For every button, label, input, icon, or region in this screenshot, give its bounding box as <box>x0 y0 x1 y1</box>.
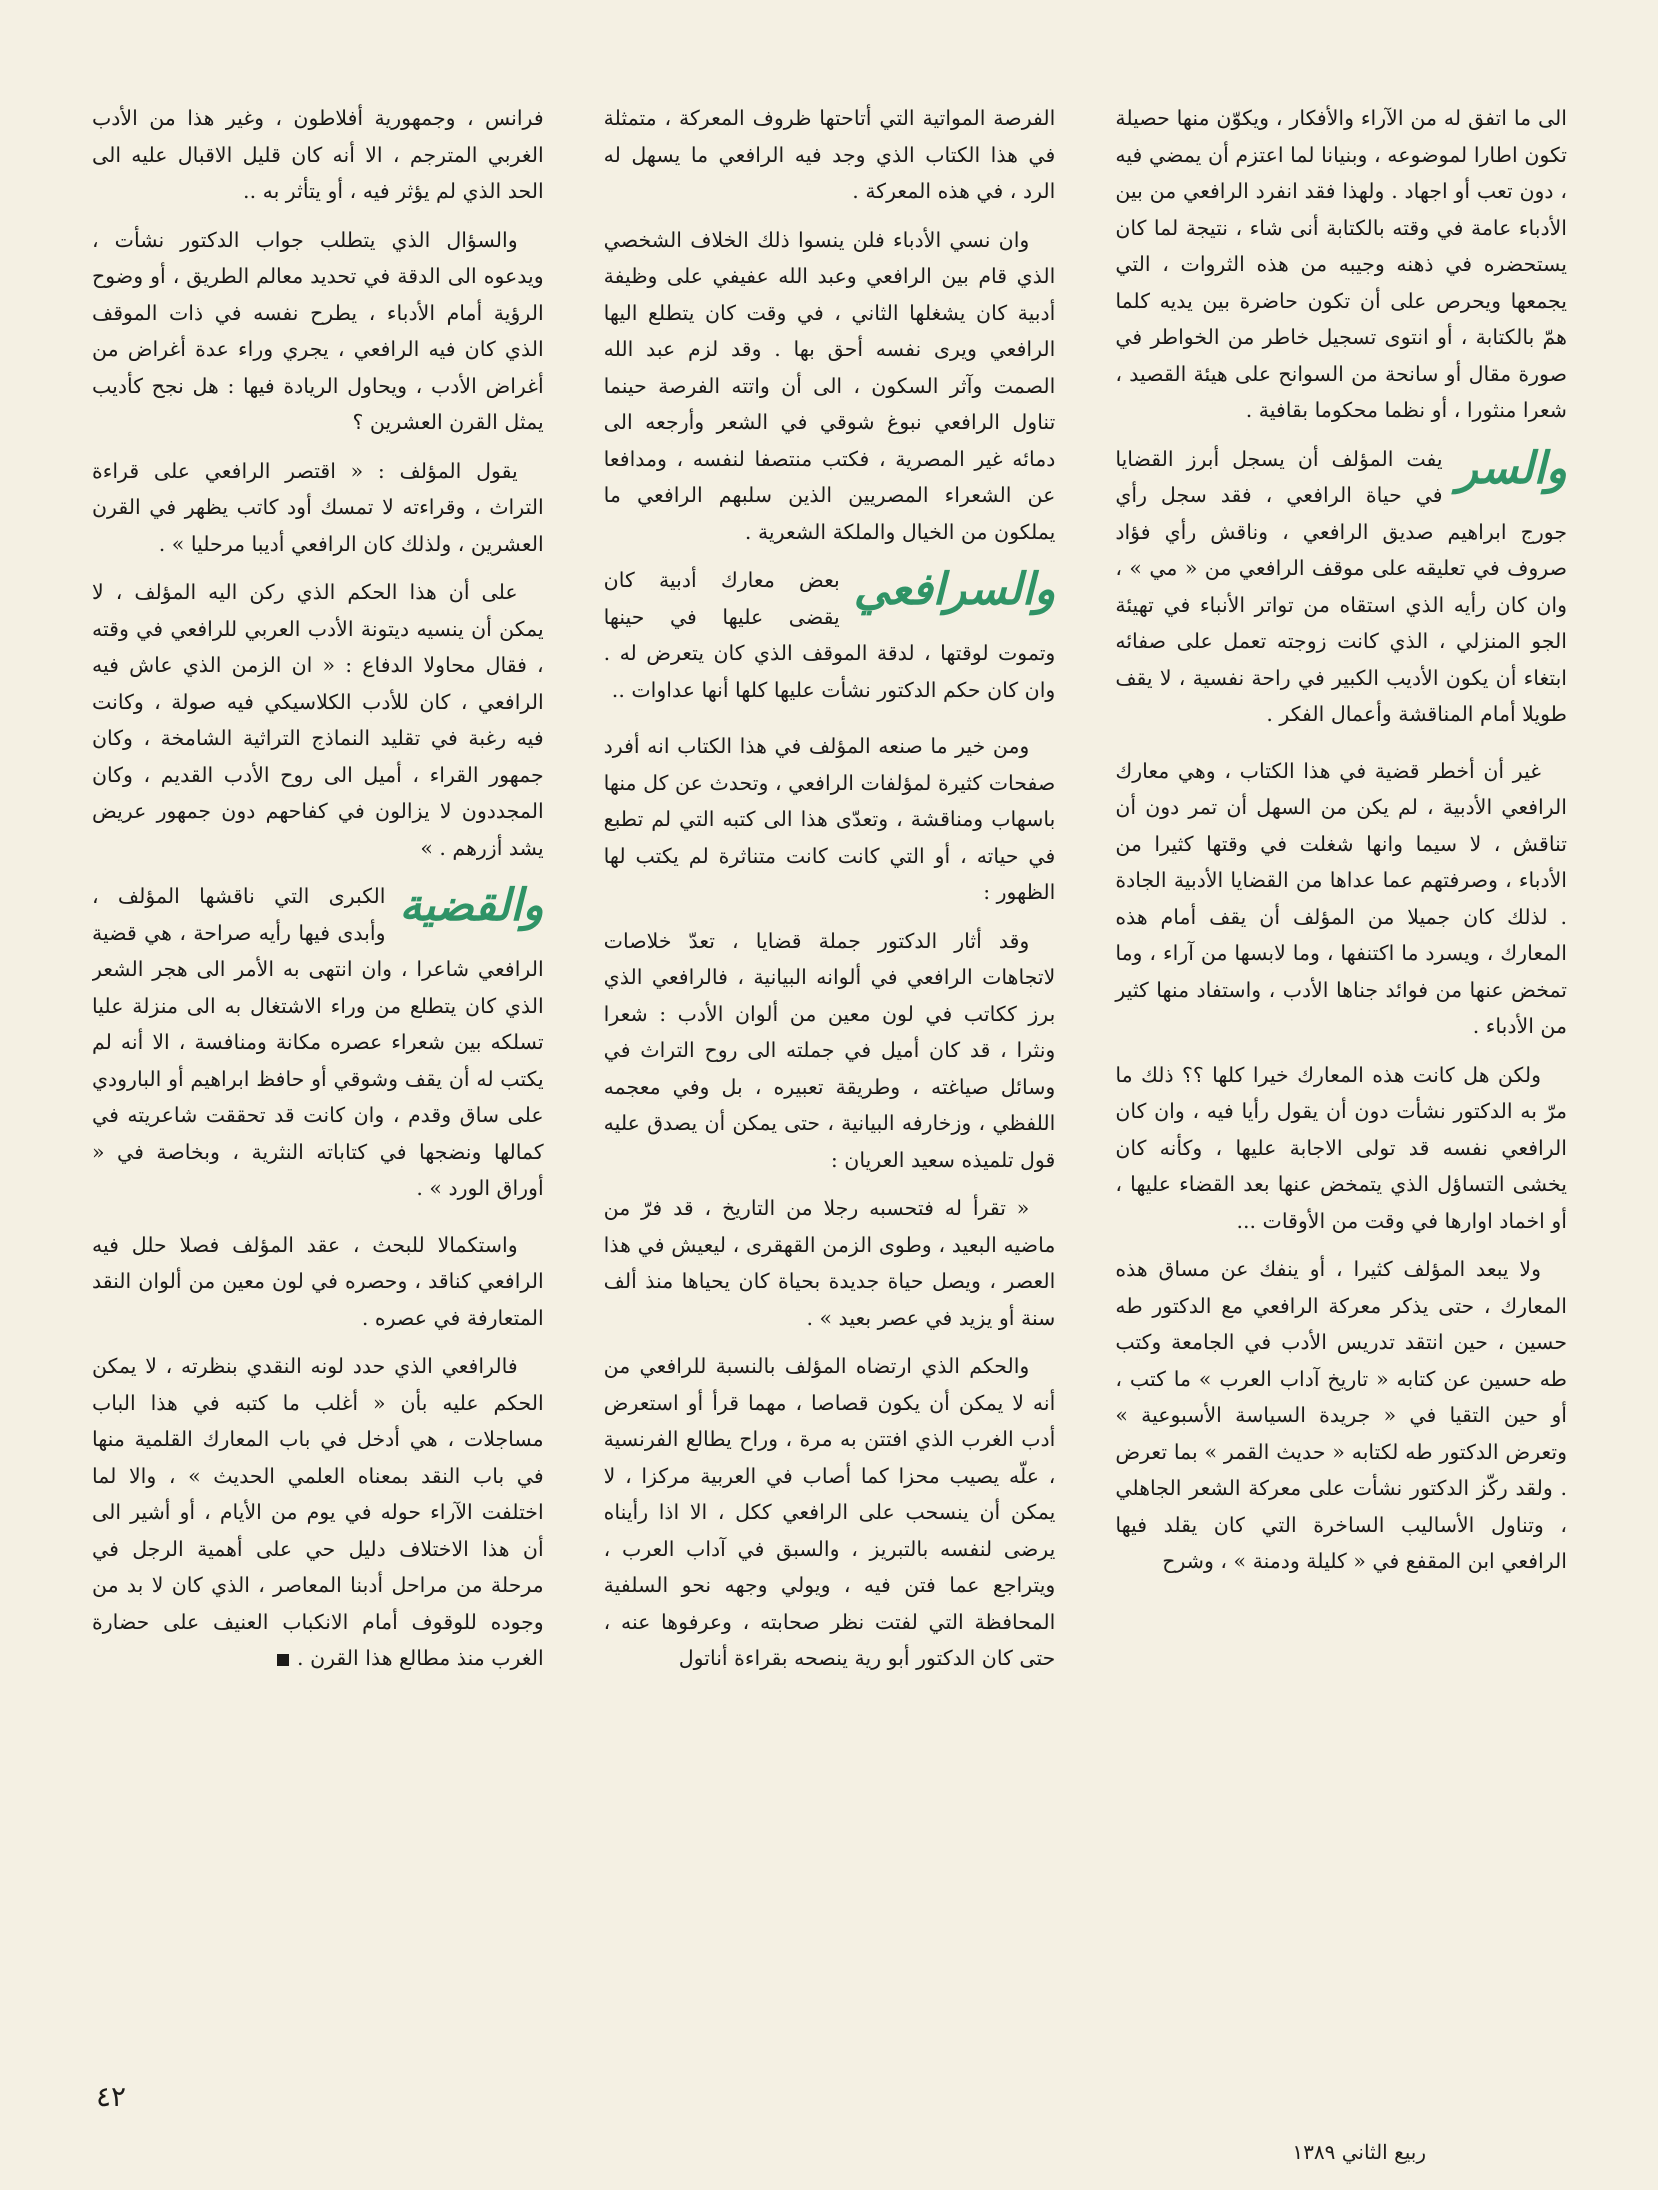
paragraph: ولكن هل كانت هذه المعارك خيرا كلها ؟؟ ذلك ما مرّ به الدكتور نشأت دون أن يقول رأيا فيه ، وان كان الرافعي نفسه قد تولى الاجابة عليها ، وكأنه كان يخشى التساؤل الذي يتمخض عنها بعد القضاء عليها ، أو اخماد اوارها في وقت من الأوقات ... <box>1115 1062 1567 1233</box>
paragraph <box>92 1348 544 1677</box>
paragraph-text: فالرافعي الذي حدد لونه النقدي بنظرته ، لا يمكن الحكم عليه بأن « أغلب ما كتبه في هذا الباب مساجلات ، هي أدخل في باب المعارك القلمية منها في باب النقد بمعناه العلمي الحديث » ، والا لما اختلفت الآراء حوله في يوم من الأيام ، أو أشير الى أن هذا الاختلاف دليل حي على أهمية الرجل في مرحلة من مراحل أدبنا المعاصر ، الذي كان لا بد من وجوده للوقوف أمام الانكباب العنيف على حضارة الغرب منذ مطالع هذا القرن . <box>91 1354 544 1670</box>
article-page <box>92 100 1567 2050</box>
section-heading: والقضية <box>399 880 544 931</box>
page-number: ٤٢ <box>96 2080 127 2113</box>
column-right <box>1115 100 1567 2050</box>
end-of-article-mark <box>277 1654 289 1666</box>
paragraph: وقد أثار الدكتور جملة قضايا ، تعدّ خلاصات لاتجاهات الرافعي في ألوانه البيانية ، فالرافعي الذي برز ككاتب في لون معين من ألوان الأدب : شعرا ونثرا ، قد كان أميل في جملته الى روح التراث في وسائل صياغته ، وطريقة تعبيره ، بل وفي معجمه اللفظي ، وزخارفه البيانية ، حتى يمكن أن يصدق عليه قول تلميذه سعيد العريان : <box>603 928 1056 1172</box>
paragraph: والسؤال الذي يتطلب جواب الدكتور نشأت ، ويدعوه الى الدقة في تحديد معالم الطريق ، أو وضوح الرؤية أمام الأدباء ، يطرح نفسه في ذات الموقف الذي كان فيه الرافعي ، يجري وراء عدة أغراض من أغراض الأدب ، ويحاول الريادة فيها : هل نجح كأديب يمثل القرن العشرين ؟ <box>91 227 544 434</box>
paragraph: غير أن أخطر قضية في هذا الكتاب ، وهي معارك الرافعي الأدبية ، لم يكن من السهل أن تمر دون أن تناقش ، لا سيما وانها شغلت في وقتها كثيرا من الأدباء ، وصرفتهم عما عداها من القضايا الأدبية الجادة . لذلك كان جميلا من المؤلف أن يقف أمام هذه المعارك ، ويسرد ما اكتنفها ، وما لابسها من آراء ، وما تمخض عنها من فوائد جناها الأدب ، واستفاد منها كثير من الأدباء . <box>1115 758 1567 1038</box>
issue-date: ربيع الثاني ١٣٨٩ <box>1292 2140 1426 2164</box>
section-heading: والسرافعي <box>853 564 1056 615</box>
quote-paragraph: « تقرأ له فتحسبه رجلا من التاريخ ، قد فرّ من ماضيه البعيد ، وطوى الزمن القهقرى ، ليعيش في هذا العصر ، ويصل حياة جديدة بحياة كان يحياها منذ ألف سنة أو يزيد في عصر بعيد » . <box>603 1196 1056 1330</box>
paragraph: بعض معارك أدبية كان يقضى عليها في حينها وتموت لوقتها ، لدقة الموقف الذي كان يتعرض له . وان كان حكم الدكتور نشأت عليها كلها أنها عداوات .. <box>603 568 1056 702</box>
section-heading: والسر <box>1456 442 1567 494</box>
section-block <box>1115 441 1567 745</box>
paragraph: وان نسي الأدباء فلن ينسوا ذلك الخلاف الشخصي الذي قام بين الرافعي وعبد الله عفيفي على وظيفة أدبية كان يشغلها الثاني ، في وقت كان يتطلع اليها الرافعي ويرى نفسه أحق بها . وقد لزم عبد الله الصمت وآثر السكون ، الى أن واتته الفرصة حينما تناول الرافعي نبوغ شوقي في الشعر وأرجعه الى دمائه غير المصرية ، فكتب منتصفا لنفسه ، ومدافعا عن الشعراء المصريين الذين سلبهم الرافعي ما يملكون من الخيال والملكة الشعرية . <box>603 227 1056 544</box>
paragraph: واستكمالا للبحث ، عقد المؤلف فصلا حلل فيه الرافعي كناقد ، وحصره في لون معين من ألوان النقد المتعارفة في عصره . <box>91 1232 544 1330</box>
paragraph: الفرصة المواتية التي أتاحتها ظروف المعركة ، متمثلة في هذا الكتاب الذي وجد فيه الرافعي ما يسهل له الرد ، في هذه المعركة . <box>603 106 1056 203</box>
section-block <box>92 878 544 1219</box>
paragraph: ومن خير ما صنعه المؤلف في هذا الكتاب انه أفرد صفحات كثيرة لمؤلفات الرافعي ، وتحدث عن كل منها باسهاب ومناقشة ، وتعدّى هذا الى كتبه التي لم تطبع في حياته ، أو التي كانت كانت متناثرة لم يكتب لها الظهور : <box>603 734 1056 904</box>
paragraph: يفت المؤلف أن يسجل أبرز القضايا في حياة الرافعي ، فقد سجل رأي جورج ابراهيم صديق الرافعي ، وناقش رأي فؤاد صروف في تعليقه على موقف الرافعي من « مي » ، وان كان رأيه الذي استقاه من تواتر الأنباء في تهيئة الجو المنزلي ، الذي كانت زوجته تعمل على صفائه ابتغاء أن يكون الأديب الكبير في راحة نفسية ، لا يقف طويلا أمام المناقشة وأعمال الفكر . <box>1115 446 1567 726</box>
paragraph: على أن هذا الحكم الذي ركن اليه المؤلف ، لا يمكن أن ينسيه ديتونة الأدب العربي للرافعي في وقته ، فقال محاولا الدفاع : « ان الزمن الذي عاش فيه الرافعي ، كان للأدب الكلاسيكي فيه صولة ، وكانت فيه رغبة في تقليد النماذج التراثية الشامخة ، وكان جمهور القراء ، أميل الى روح الأدب القديم ، وكان المجددون لا يزالون في كفاحهم دون جمهور عريض يشد أزرهم . » <box>91 580 544 860</box>
paragraph: والحكم الذي ارتضاه المؤلف بالنسبة للرافعي من أنه لا يمكن أن يكون قصاصا ، مهما قرأ أو استعرض أدب الغرب الذي افتتن به مرة ، وراح يطالع الفرنسية ، علّه يصيب محزا كما أصاب في العربية مركزا ، لا يمكن أن ينسحب على الرافعي ككل ، الا اذا رأيناه يرضى لنفسه بالتبريز ، والسبق في آداب العرب ، ويتراجع عما فتن فيه ، ويولي وجهه نحو السلفية المحافظة التي لفتت نظر صحابته ، وعرفوها عنه ، حتى كان الدكتور أبو رية ينصحه بقراءة أناتول <box>603 1354 1056 1670</box>
paragraph: الى ما اتفق له من الآراء والأفكار ، ويكوّن منها حصيلة تكون اطارا لموضوعه ، وبنيانا لما اعتزم أن يمضي فيه ، دون تعب أو اجهاد . ولهذا فقد انفرد الرافعي من بين الأدباء عامة في وقته بالكتابة أنى شاء ، نتيجة لما كان يستحضره في ذهنه وجيبه من هذه الثروات ، التي يجمعها ويحرص على أن تكون حاضرة بين يديه كلما همّ بالكتابة ، أو انتوى تسجيل خاطر من الخواطر في صورة مقال أو سانحة من السوانح على هيئة القصيد ، شعرا منثورا ، أو نظما محكوما بقافية . <box>1115 106 1567 422</box>
paragraph: ولا يبعد المؤلف كثيرا ، أو ينفك عن مساق هذه المعارك ، حتى يذكر معركة الرافعي مع الدكتور طه حسين ، حين انتقد تدريس الأدب في الجامعة وكتب طه حسين عن كتابه « تاريخ آداب العرب » ما كتب ، أو حين التقيا في « جريدة السياسة الأسبوعية » وتعرض الدكتور طه لكتابه « حديث القمر » بما تعرض . ولقد ركّز الدكتور نشأت على معركة الشعر الجاهلي ، وتناول الأساليب الساخرة التي كان يقلد فيها الرافعي ابن المقفع في « كليلة ودمنة » ، وشرح <box>1115 1257 1567 1573</box>
paragraph: الكبرى التي ناقشها المؤلف ، وأبدى فيها رأيه صراحة ، هي قضية الرافعي شاعرا ، وان انتهى به الأمر الى هجر الشعر الذي كان يتطلع من وراء الاشتغال به الى منزلة عليا تسلكه بين شعراء عصره مكانة ومنافسة ، الا أنه لم يكتب له أن يقف وشوقي أو حافظ ابراهيم أو البارودي على ساق وقدم ، وان كانت قد تحققت شاعريته في كمالها ونضجها في كتاباته النثرية ، وبخاصة في « أوراق الورد » . <box>91 884 544 1200</box>
paragraph: فرانس ، وجمهورية أفلاطون ، وغير هذا من الأدب الغربي المترجم ، الا أنه كان قليل الاقبال عليه الى الحد الذي لم يؤثر فيه ، أو يتأثر به .. <box>91 106 544 203</box>
column-left <box>92 100 544 2050</box>
quote-paragraph: يقول المؤلف : « اقتصر الرافعي على قراءة التراث ، وقراءته لا تمسك أود كاتب يظهر في القرن العشرين ، ولذلك كان الرافعي أديبا مرحليا » . <box>91 458 544 556</box>
section-block <box>604 562 1056 720</box>
column-middle <box>604 100 1056 2050</box>
